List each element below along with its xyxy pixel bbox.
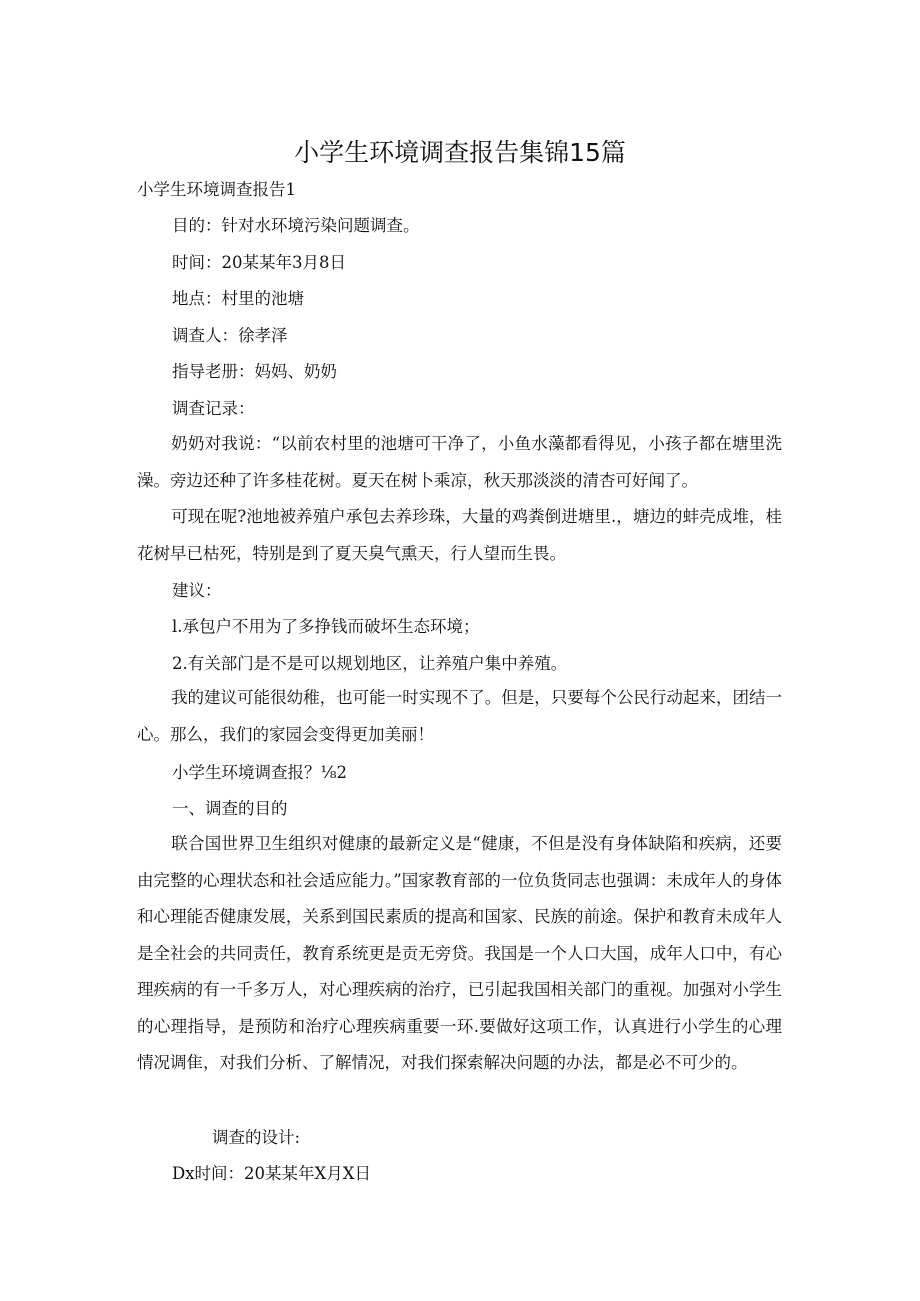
report1-place: 地点：村里的池塘 <box>172 289 304 308</box>
report1-heading: 小学生环境调查报告1 <box>137 180 296 199</box>
report1-record-paragraph-1 <box>137 426 782 499</box>
report1-closing <box>137 680 782 753</box>
report1-purpose: 目的：针对水环境污染问题调查。 <box>172 216 420 235</box>
report2-design-label: 调查的设计: <box>212 1128 301 1147</box>
report1-suggestion-label: 建议： <box>172 581 222 600</box>
report1-record-paragraph-2-text: 可现在呢?池地被养殖户承包去养珍珠，大量的鸡粪倒进塘里.，塘边的蚌壳成堆，桂花树早已枯死，特别是到了夏天臭气熏天，行人望而生畏。 <box>137 507 782 563</box>
report2-body-text: 联合国世界卫生组织对健康的最新定义是“健康，不但是没有身体缺陷和疾病，还要由完整的心理状态和社会适应能力。”国家教育部的一位负货同志也强调：未成年人的身体和心理能否健康发展，关系到国民素质的提高和国家、民族的前途。保护和教育未成年人是全社会的共同责任，教育系统更是贡无旁贷。我国是一个人口大国，成年人口中，有心理疾病的有一千多万人，对心理疾病的治疗，已引起我国相关部门的重视。加强对小学生的心理指导，是预防和治疗心理疾病重要一环.要做好这项工作，认真进行小学生的心理情况调隹，对我们分析、了解情况，对我们探索解决问题的办法，都是必不可少的。 <box>137 834 782 1072</box>
report1-record-paragraph-1-text: 奶奶对我说：“以前农村里的池塘可干净了，小鱼水藻都看得见，小孩子都在塘里洗澡。旁边还种了许多桂花树。夏天在树卜乘凉，秋天那淡淡的清杏可好闻了。 <box>137 434 782 490</box>
report1-suggestion-2: 2.有关部门是不是可以规划地区，让养殖户集中养殖。 <box>172 654 568 673</box>
report2-section-1: 一、调查的目的 <box>172 799 288 818</box>
report2-body <box>137 826 782 1082</box>
report1-time: 时间：20某某年3月8日 <box>172 253 346 272</box>
report1-advisor: 指导老册：妈妈、奶奶 <box>172 362 337 381</box>
report1-closing-text: 我的建议可能很幼稚，也可能一时实现不了。但是，只要每个公民行动起来，团结一心。那么，我们的家园会变得更加美丽！ <box>137 688 782 744</box>
report2-heading: 小学生环境调查报？⅛2 <box>172 763 347 782</box>
report2-design-time: Dx时间：20某某年X月X日 <box>172 1164 372 1183</box>
report1-record-label: 调查记录： <box>172 399 255 418</box>
report1-investigator: 调查人：徐孝泽 <box>172 326 288 345</box>
report1-suggestion-1: l.承包户不用为了多挣钱而破坏生态环境； <box>172 617 480 636</box>
report1-record-paragraph-2 <box>137 499 782 572</box>
document-title: 小学生环境调查报告集锦15篇 <box>294 138 626 167</box>
